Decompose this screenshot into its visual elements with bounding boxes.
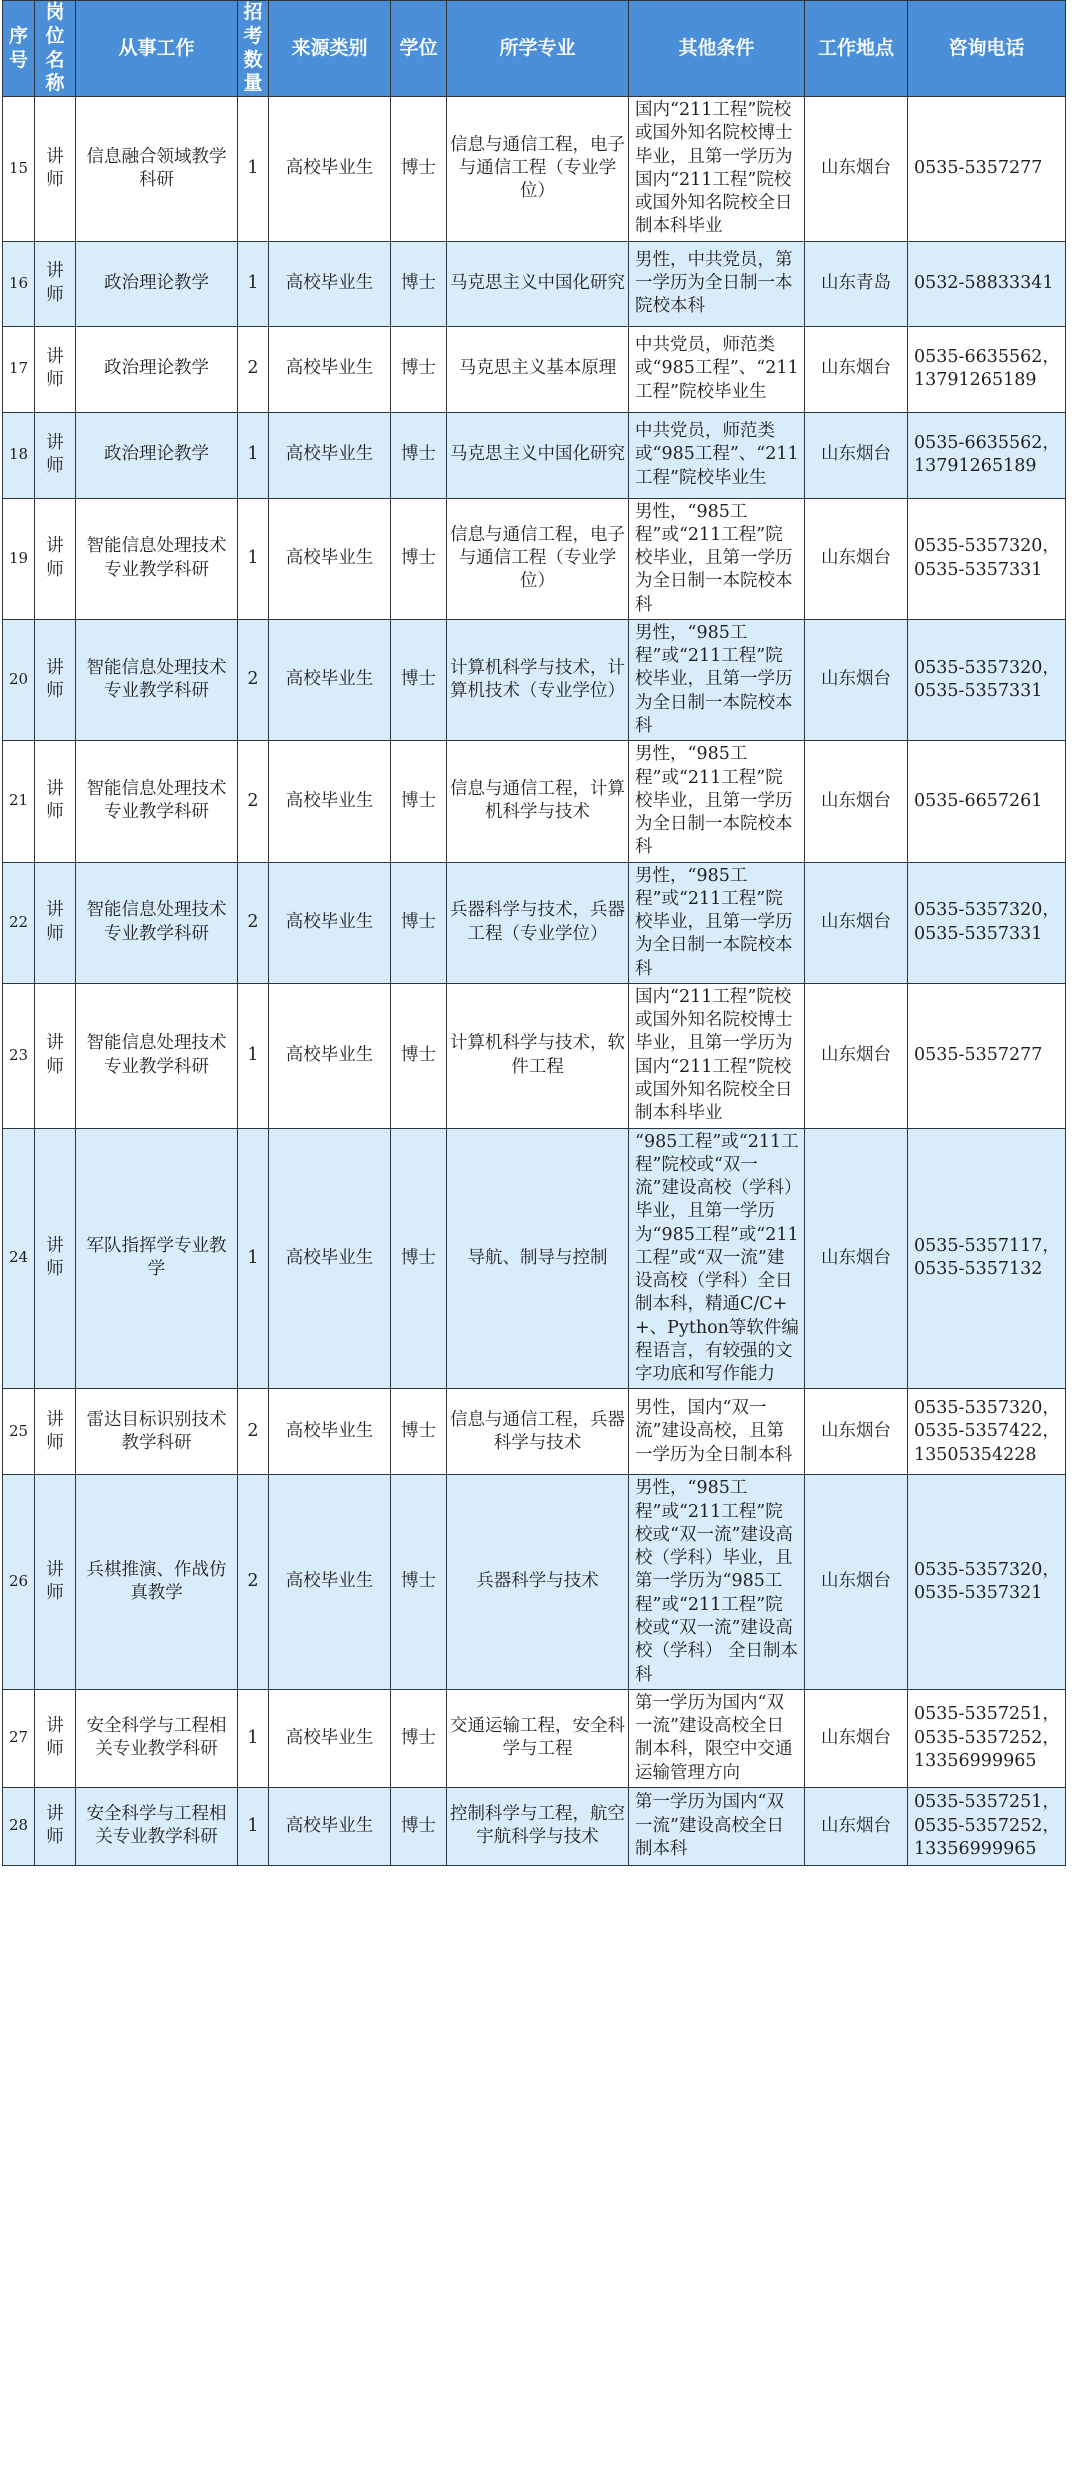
cell-seq: 25 <box>3 1389 35 1475</box>
cell-seq: 17 <box>3 326 35 412</box>
cell-source: 高校毕业生 <box>269 862 391 983</box>
cell-location: 山东烟台 <box>805 97 908 242</box>
cell-work: 智能信息处理技术专业教学科研 <box>76 498 238 619</box>
cell-work: 军队指挥学专业教学 <box>76 1128 238 1389</box>
cell-location: 山东烟台 <box>805 326 908 412</box>
cell-source: 高校毕业生 <box>269 498 391 619</box>
cell-work: 雷达目标识别技术教学科研 <box>76 1389 238 1475</box>
cell-phone: 0535-5357251，0535-5357252，13356999965 <box>908 1689 1066 1787</box>
cell-position: 讲师 <box>35 1787 76 1865</box>
cell-source: 高校毕业生 <box>269 1787 391 1865</box>
cell-location: 山东烟台 <box>805 1128 908 1389</box>
cell-position: 讲师 <box>35 1128 76 1389</box>
cell-degree: 博士 <box>391 862 447 983</box>
cell-phone: 0535-5357320，0535-5357331 <box>908 498 1066 619</box>
cell-conditions: 中共党员，师范类或“985工程”、“211工程”院校毕业生 <box>629 326 805 412</box>
cell-count: 1 <box>238 1128 269 1389</box>
cell-degree: 博士 <box>391 983 447 1128</box>
cell-location: 山东烟台 <box>805 983 908 1128</box>
cell-degree: 博士 <box>391 1389 447 1475</box>
cell-seq: 21 <box>3 741 35 862</box>
cell-position: 讲师 <box>35 498 76 619</box>
cell-degree: 博士 <box>391 326 447 412</box>
cell-phone: 0535-5357320，0535-5357422，13505354228 <box>908 1389 1066 1475</box>
cell-work: 智能信息处理技术专业教学科研 <box>76 619 238 740</box>
header-degree: 学位 <box>391 1 447 97</box>
cell-count: 2 <box>238 862 269 983</box>
cell-conditions: 男性，“985工程”或“211工程”院校或“双一流”建设高校（学科）毕业，且第一学历为“985工程”或“211工程”院校或“双一流”建设高校（学科） 全日制本科 <box>629 1475 805 1689</box>
cell-position: 讲师 <box>35 326 76 412</box>
cell-count: 2 <box>238 1389 269 1475</box>
cell-degree: 博士 <box>391 97 447 242</box>
cell-count: 1 <box>238 241 269 326</box>
cell-major: 马克思主义中国化研究 <box>447 412 629 498</box>
cell-count: 2 <box>238 619 269 740</box>
cell-conditions: 男性，“985工程”或“211工程”院校毕业，且第一学历为全日制一本院校本科 <box>629 619 805 740</box>
cell-major: 信息与通信工程，计算机科学与技术 <box>447 741 629 862</box>
table-row <box>3 1128 1066 1389</box>
cell-major: 兵器科学与技术 <box>447 1475 629 1689</box>
cell-degree: 博士 <box>391 1475 447 1689</box>
header-seq: 序号 <box>3 1 35 97</box>
cell-phone: 0535-5357320，0535-5357331 <box>908 862 1066 983</box>
header-major: 所学专业 <box>447 1 629 97</box>
cell-phone: 0535-6635562，13791265189 <box>908 326 1066 412</box>
cell-major: 信息与通信工程，兵器科学与技术 <box>447 1389 629 1475</box>
cell-degree: 博士 <box>391 1128 447 1389</box>
table-body <box>3 97 1066 1866</box>
table-row <box>3 983 1066 1128</box>
cell-position: 讲师 <box>35 619 76 740</box>
cell-conditions: 国内“211工程”院校或国外知名院校博士毕业，且第一学历为国内“211工程”院校或国外知名院校全日制本科毕业 <box>629 983 805 1128</box>
cell-location: 山东烟台 <box>805 1787 908 1865</box>
header-conditions: 其他条件 <box>629 1 805 97</box>
table-row <box>3 412 1066 498</box>
cell-location: 山东烟台 <box>805 619 908 740</box>
cell-major: 导航、制导与控制 <box>447 1128 629 1389</box>
cell-location: 山东青岛 <box>805 241 908 326</box>
cell-work: 政治理论教学 <box>76 412 238 498</box>
table-row <box>3 741 1066 862</box>
header-count: 招考数量 <box>238 1 269 97</box>
cell-phone: 0535-5357277 <box>908 97 1066 242</box>
cell-work: 政治理论教学 <box>76 241 238 326</box>
cell-degree: 博士 <box>391 741 447 862</box>
cell-work: 政治理论教学 <box>76 326 238 412</box>
header-source: 来源类别 <box>269 1 391 97</box>
cell-phone: 0535-5357117，0535-5357132 <box>908 1128 1066 1389</box>
cell-degree: 博士 <box>391 412 447 498</box>
cell-count: 1 <box>238 97 269 242</box>
cell-work: 智能信息处理技术专业教学科研 <box>76 862 238 983</box>
cell-location: 山东烟台 <box>805 412 908 498</box>
table-row <box>3 862 1066 983</box>
cell-phone: 0535-5357320，0535-5357331 <box>908 619 1066 740</box>
cell-location: 山东烟台 <box>805 1389 908 1475</box>
cell-work: 智能信息处理技术专业教学科研 <box>76 741 238 862</box>
table-row <box>3 97 1066 242</box>
table-header <box>3 1 1066 97</box>
cell-source: 高校毕业生 <box>269 97 391 242</box>
cell-degree: 博士 <box>391 498 447 619</box>
cell-source: 高校毕业生 <box>269 619 391 740</box>
cell-source: 高校毕业生 <box>269 241 391 326</box>
cell-seq: 23 <box>3 983 35 1128</box>
cell-seq: 15 <box>3 97 35 242</box>
cell-count: 1 <box>238 983 269 1128</box>
cell-location: 山东烟台 <box>805 498 908 619</box>
recruitment-table <box>2 0 1066 1866</box>
cell-source: 高校毕业生 <box>269 1128 391 1389</box>
cell-seq: 19 <box>3 498 35 619</box>
cell-conditions: 第一学历为国内“双一流”建设高校全日制本科，限空中交通运输管理方向 <box>629 1689 805 1787</box>
cell-work: 安全科学与工程相关专业教学科研 <box>76 1689 238 1787</box>
cell-seq: 18 <box>3 412 35 498</box>
cell-position: 讲师 <box>35 412 76 498</box>
cell-seq: 16 <box>3 241 35 326</box>
header-row <box>3 1 1066 97</box>
cell-phone: 0535-5357251，0535-5357252，13356999965 <box>908 1787 1066 1865</box>
cell-major: 信息与通信工程，电子与通信工程（专业学位） <box>447 498 629 619</box>
cell-conditions: 国内“211工程”院校或国外知名院校博士毕业，且第一学历为国内“211工程”院校或国外知名院校全日制本科毕业 <box>629 97 805 242</box>
cell-phone: 0535-6657261 <box>908 741 1066 862</box>
cell-source: 高校毕业生 <box>269 326 391 412</box>
cell-location: 山东烟台 <box>805 1689 908 1787</box>
header-phone: 咨询电话 <box>908 1 1066 97</box>
cell-conditions: “985工程”或“211工程”院校或“双一流”建设高校（学科）毕业，且第一学历为“985工程”或“211工程”或“双一流”建设高校（学科）全日制本科，精通C/C++、Python等软件编程语言，有较强的文字功底和写作能力 <box>629 1128 805 1389</box>
cell-seq: 20 <box>3 619 35 740</box>
cell-conditions: 第一学历为国内“双一流”建设高校全日制本科 <box>629 1787 805 1865</box>
cell-seq: 27 <box>3 1689 35 1787</box>
header-position: 岗位名称 <box>35 1 76 97</box>
cell-work: 智能信息处理技术专业教学科研 <box>76 983 238 1128</box>
table-row <box>3 1689 1066 1787</box>
cell-phone: 0532-58833341 <box>908 241 1066 326</box>
cell-conditions: 男性，“985工程”或“211工程”院校毕业，且第一学历为全日制一本院校本科 <box>629 862 805 983</box>
table-row <box>3 1475 1066 1689</box>
cell-count: 1 <box>238 498 269 619</box>
cell-position: 讲师 <box>35 241 76 326</box>
cell-work: 兵棋推演、作战仿真教学 <box>76 1475 238 1689</box>
cell-conditions: 男性，国内“双一流”建设高校，且第一学历为全日制本科 <box>629 1389 805 1475</box>
cell-source: 高校毕业生 <box>269 1389 391 1475</box>
table-row <box>3 498 1066 619</box>
cell-major: 信息与通信工程，电子与通信工程（专业学位） <box>447 97 629 242</box>
cell-work: 信息融合领域教学科研 <box>76 97 238 242</box>
table-row <box>3 241 1066 326</box>
cell-conditions: 男性，中共党员，第一学历为全日制一本院校本科 <box>629 241 805 326</box>
table-row <box>3 326 1066 412</box>
header-location: 工作地点 <box>805 1 908 97</box>
cell-location: 山东烟台 <box>805 741 908 862</box>
cell-source: 高校毕业生 <box>269 1475 391 1689</box>
cell-major: 兵器科学与技术，兵器工程（专业学位） <box>447 862 629 983</box>
cell-conditions: 男性，“985工程”或“211工程”院校毕业，且第一学历为全日制一本院校本科 <box>629 498 805 619</box>
table-row <box>3 1787 1066 1865</box>
cell-position: 讲师 <box>35 97 76 242</box>
cell-degree: 博士 <box>391 619 447 740</box>
cell-location: 山东烟台 <box>805 1475 908 1689</box>
cell-count: 2 <box>238 1475 269 1689</box>
cell-major: 计算机科学与技术，软件工程 <box>447 983 629 1128</box>
cell-major: 马克思主义中国化研究 <box>447 241 629 326</box>
cell-source: 高校毕业生 <box>269 741 391 862</box>
cell-seq: 28 <box>3 1787 35 1865</box>
cell-position: 讲师 <box>35 1475 76 1689</box>
table-row <box>3 619 1066 740</box>
cell-count: 1 <box>238 412 269 498</box>
cell-phone: 0535-5357320，0535-5357321 <box>908 1475 1066 1689</box>
cell-conditions: 中共党员，师范类或“985工程”、“211工程”院校毕业生 <box>629 412 805 498</box>
cell-source: 高校毕业生 <box>269 1689 391 1787</box>
cell-degree: 博士 <box>391 241 447 326</box>
cell-count: 2 <box>238 741 269 862</box>
cell-seq: 26 <box>3 1475 35 1689</box>
cell-position: 讲师 <box>35 1689 76 1787</box>
cell-source: 高校毕业生 <box>269 412 391 498</box>
cell-count: 2 <box>238 326 269 412</box>
cell-location: 山东烟台 <box>805 862 908 983</box>
cell-major: 计算机科学与技术，计算机技术（专业学位） <box>447 619 629 740</box>
cell-major: 交通运输工程，安全科学与工程 <box>447 1689 629 1787</box>
cell-phone: 0535-5357277 <box>908 983 1066 1128</box>
cell-source: 高校毕业生 <box>269 983 391 1128</box>
cell-position: 讲师 <box>35 983 76 1128</box>
cell-major: 马克思主义基本原理 <box>447 326 629 412</box>
cell-count: 1 <box>238 1689 269 1787</box>
header-work: 从事工作 <box>76 1 238 97</box>
cell-degree: 博士 <box>391 1689 447 1787</box>
cell-phone: 0535-6635562，13791265189 <box>908 412 1066 498</box>
table-row <box>3 1389 1066 1475</box>
cell-seq: 22 <box>3 862 35 983</box>
cell-position: 讲师 <box>35 741 76 862</box>
cell-position: 讲师 <box>35 862 76 983</box>
cell-conditions: 男性，“985工程”或“211工程”院校毕业，且第一学历为全日制一本院校本科 <box>629 741 805 862</box>
cell-seq: 24 <box>3 1128 35 1389</box>
cell-degree: 博士 <box>391 1787 447 1865</box>
cell-position: 讲师 <box>35 1389 76 1475</box>
cell-count: 1 <box>238 1787 269 1865</box>
cell-work: 安全科学与工程相关专业教学科研 <box>76 1787 238 1865</box>
cell-major: 控制科学与工程，航空宇航科学与技术 <box>447 1787 629 1865</box>
